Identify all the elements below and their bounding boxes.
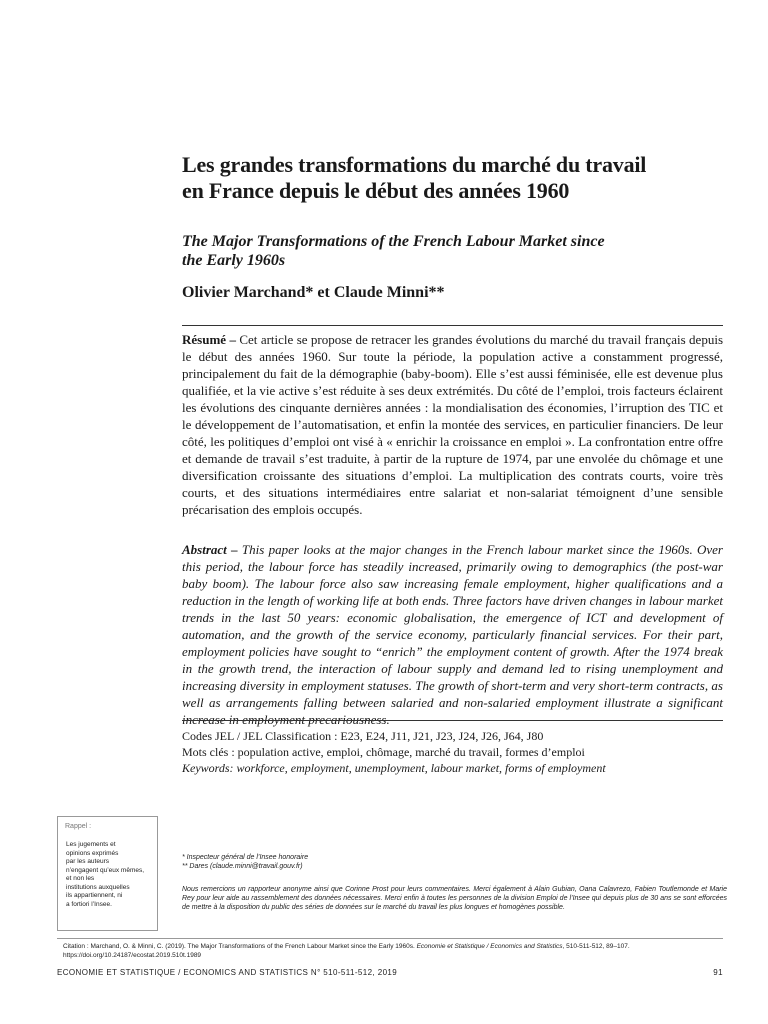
page-number: 91 [713,968,723,977]
citation-prefix: Citation : Marchand, O. & Minni, C. (2019). The Major Transformations of the French Labour Market since the Early 1960s. [63,943,417,950]
divider-top [182,325,723,326]
divider-middle [182,720,723,721]
citation-doi[interactable]: https://doi.org/10.24187/ecostat.2019.510t.1989 [63,952,202,959]
jel-codes: Codes JEL / JEL Classification : E23, E24, J11, J21, J23, J24, J26, J64, J80 [182,729,544,743]
rappel-line: et non les [66,875,95,882]
rappel-text [66,841,152,909]
rappel-line: institutions auxquelles [66,883,130,891]
article-subtitle-english [182,232,722,270]
rappel-line: ils appartiennent, ni [66,892,123,899]
article-title-line1: Les grandes transformations du marché du travail [182,152,647,177]
rappel-line: opinions exprimés [66,849,119,857]
running-footer [57,968,723,980]
rappel-title: Rappel : [65,823,92,830]
rappel-line: par les auteurs [66,858,109,865]
acknowledgement: Nous remercions un rapporteur anonyme ainsi que Corinne Prost pour leurs commentaires. Merci également à Alain Gubian, Oana Calavrezo, Fabien Toutlemonde et Marie Rey pour leur aide au rassemblement des données nécessaires. Merci enfin à toutes les personnes de la division Emploi de l’Insee qui depuis plus de 30 ans se sont efforcées de mettre à la disposition du public des séries de données sur le marché du travail les plus longues et homogènes possible. [182,886,727,911]
article-title [182,152,742,204]
journal-name: ECONOMIE ET STATISTIQUE / ECONOMICS AND STATISTICS N° 510-511-512, 2019 [57,968,398,977]
authors: Olivier Marchand* et Claude Minni** [182,284,445,301]
article-title-line2: en France depuis le début des années 1960 [182,178,570,203]
abstract-text: This paper looks at the major changes in the French labour market since the 1960s. Over this period, the labour force has steadily increased, primarily owing to demographics (the post-war baby boom). The labour force also saw increasing female employment, higher qualifications and a reduction in the length of working life at both ends. Three factors have driven changes in labour market trends in the last 50 years: economic globalisation, the emergence of ICT and development of automation, and the growth of the service economy, particularly financial services. For their part, employment policies have sought to “enrich” the employment content of growth. After the 1974 break in the growth trend, the interaction of labour supply and demand led to rising unemployment and increasing diversity in employment statuses. The growth of short-term and very short-term contracts, as well as arrangements falling between salaried and non-salaried employment illustrate a significant increase in employment precariousness. [182,542,723,727]
classification-block [182,728,723,776]
abstract-lead: Abstract – [182,542,238,557]
citation-line [63,942,630,951]
resume-lead: Résumé – [182,332,236,347]
keywords: Keywords: workforce, employment, unemployment, labour market, forms of employment [182,761,606,775]
subtitle-line1: The Major Transformations of the French Labour Market since [182,233,605,250]
resume-paragraph [182,331,723,518]
citation-journal: Economie et Statistique / Economics and Statistics [416,943,563,950]
rappel-line: Les jugements et [66,841,116,848]
mots-cles: Mots clés : population active, emploi, chômage, marché du travail, formes d’emploi [182,745,585,759]
citation-suffix: , 510-511-512, 89–107. [562,943,630,950]
rappel-line: n’engagent qu’eux mêmes, [66,866,145,874]
resume-text: Cet article se propose de retracer les grandes évolutions du marché du travail français depuis le début des années 1960. Sur toute la période, la population active a constamment progressé, principalement du fait de la démographie (baby-boom). Elle s’est aussi féminisée, elle est devenue plus qualifiée, et la vie active s’est réduite à ses deux extrémités. Du côté de l’emploi, trois facteurs éclairent les évolutions des cinquante dernières années : la mondialisation des économies, l’irruption des TIC et le développement de l’automatisation, et enfin la montée des services, en particulier financiers. De leur côté, les politiques d’emploi ont visé à « enrichir la croissance en emploi ». La confrontation entre offre et demande de travail s’est traduite, à partir de la rupture de 1974, par une envolée du chômage et une diversification croissante des situations d’emploi. La multiplication des contrats courts, voire très courts, et des situations intermédiaires entre salariat et non-salariat témoignent d’une sensible précarisation des emplois occupés. [182,332,723,517]
footnote-1: * Inspecteur général de l’Insee honoraire [182,854,309,861]
subtitle-line2: the Early 1960s [182,252,286,269]
abstract-paragraph [182,541,723,728]
rappel-line: a fortiori l’Insee. [66,900,112,908]
rappel-box [57,816,158,931]
footnote-2: ** Dares (claude.minni@travail.gouv.fr) [182,863,303,870]
citation-box [57,938,723,963]
